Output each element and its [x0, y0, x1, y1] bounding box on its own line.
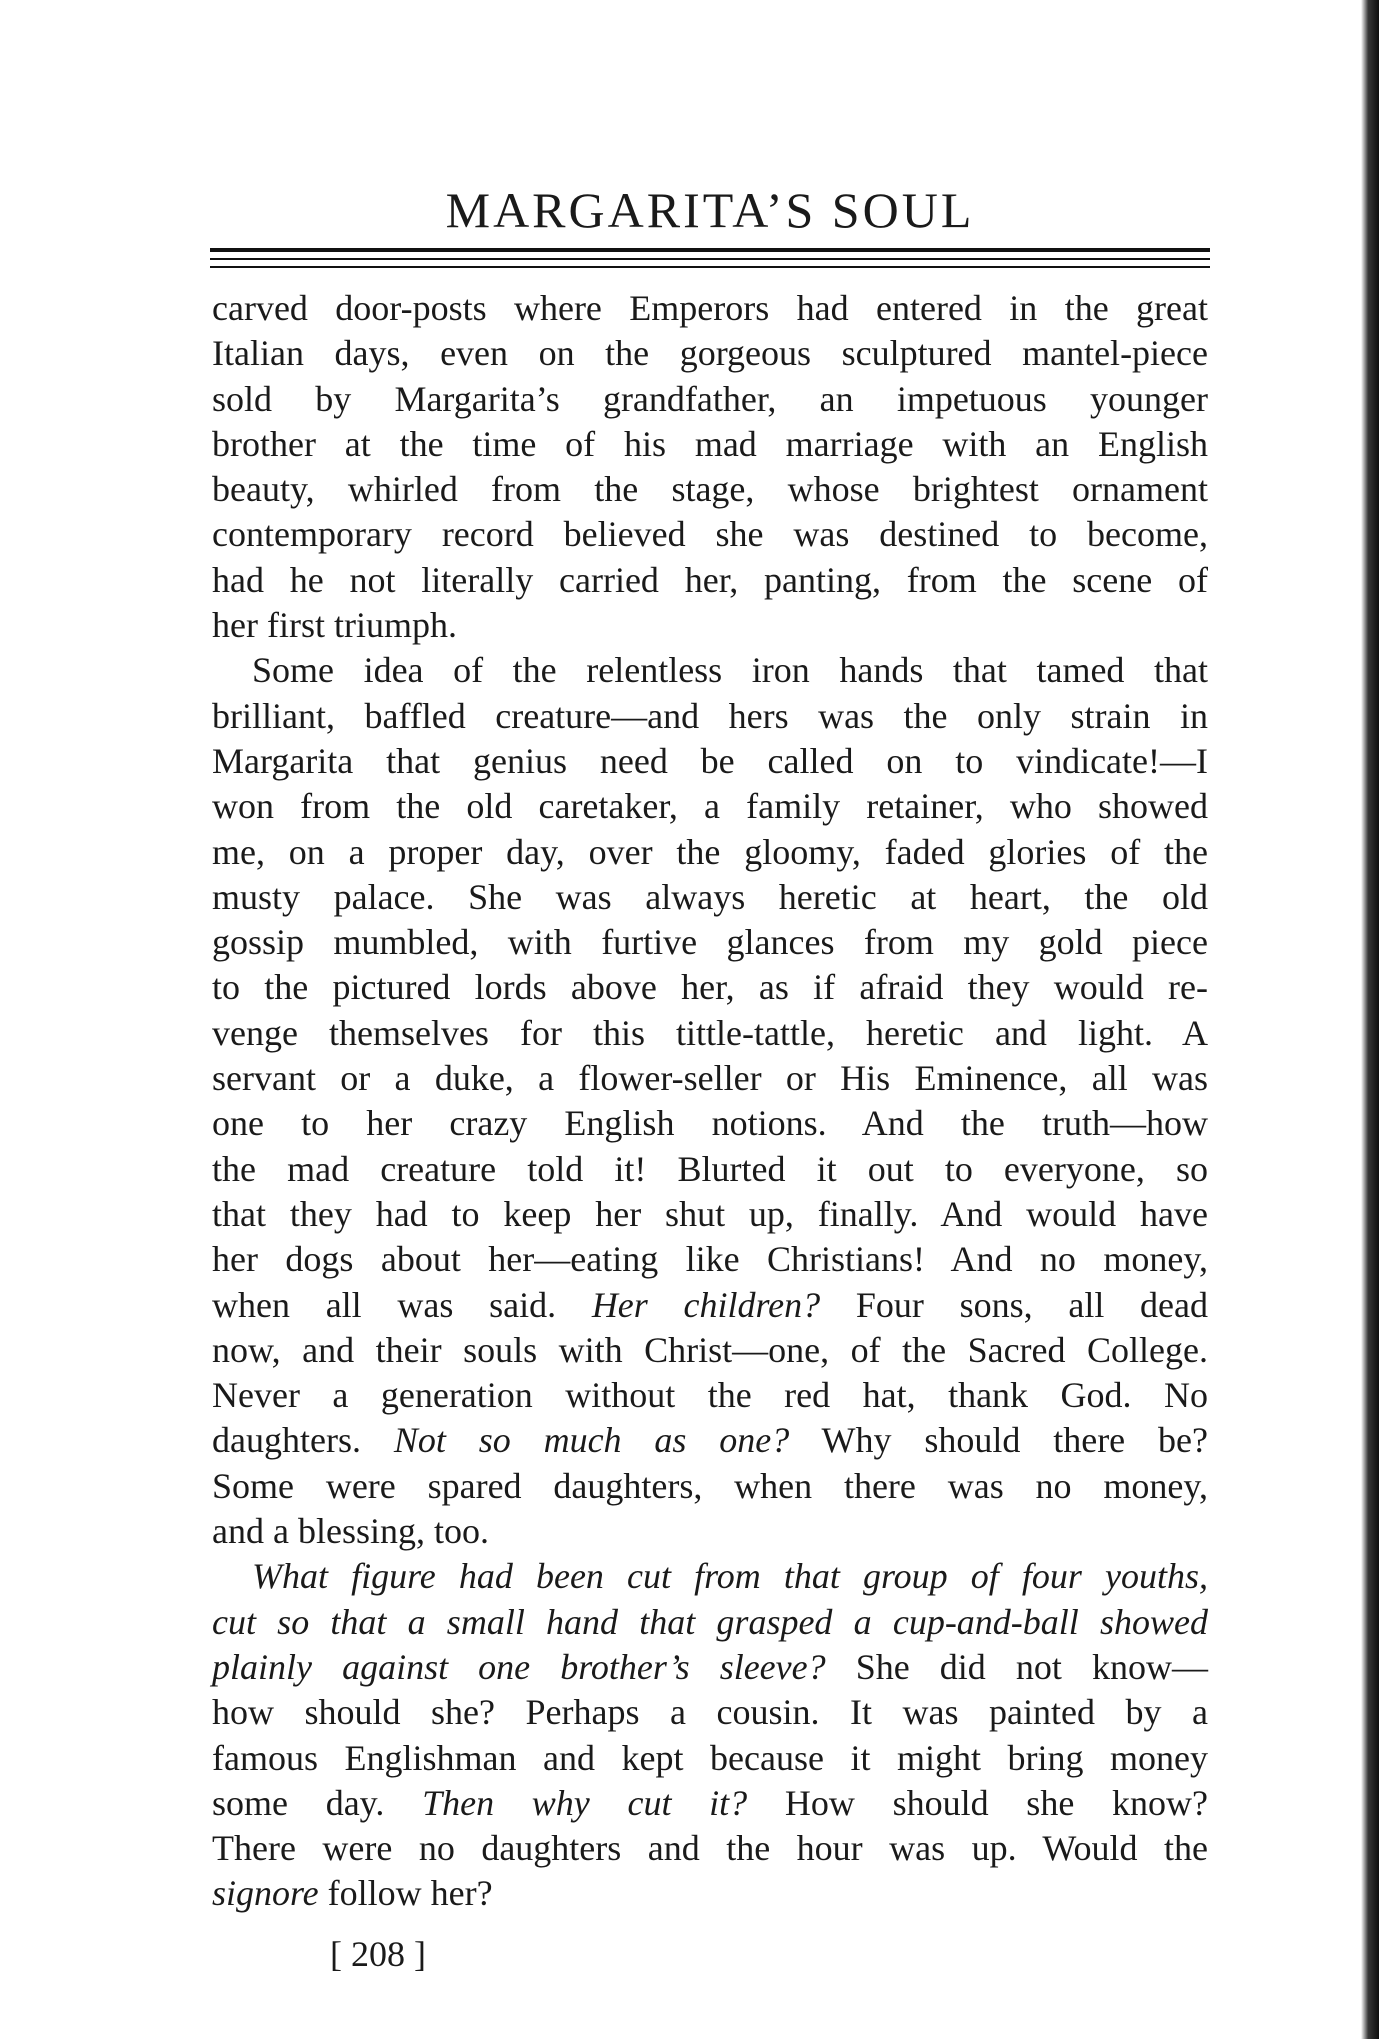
text-line: Margarita that genius need be called on to vindicate!—I — [212, 740, 1208, 781]
text-line: Some were spared daughters, when there was no money, — [212, 1465, 1208, 1506]
text-line: one to her crazy English notions. And the truth—how — [212, 1103, 1208, 1144]
text-line: beauty, whirled from the stage, whose brightest ornament — [212, 469, 1208, 510]
header-rule-thin — [210, 258, 1210, 260]
text-line: What figure had been cut from that group of four youths, — [252, 1556, 1208, 1597]
body-text — [212, 286, 1208, 1917]
text-line: Never a generation without the red hat, thank God. No — [212, 1375, 1208, 1416]
italic-segment: signore — [212, 1873, 319, 1914]
text-segment: when all was said. — [212, 1284, 557, 1325]
text-segment: How should she know? — [747, 1782, 1208, 1823]
italic-segment: plainly against one brother’s sleeve? — [212, 1646, 826, 1687]
page-number: [ 208 ] — [330, 1934, 426, 1974]
text-segment: daughters. — [212, 1420, 394, 1461]
text-line: had he not literally carried her, panting, from the scene of — [212, 559, 1208, 600]
header-rule-thick — [210, 248, 1210, 252]
text-line: servant or a duke, a flower-seller or His Eminence, all was — [212, 1058, 1208, 1099]
text-line: me, on a proper day, over the gloomy, faded glories of the — [212, 831, 1208, 872]
text-line: now, and their souls with Christ—one, of the Sacred College. — [212, 1329, 1208, 1370]
italic-segment: Her children? — [591, 1284, 821, 1325]
text-line: There were no daughters and the hour was up. Would the — [212, 1828, 1208, 1869]
text-segment: some day. — [212, 1782, 423, 1823]
text-line: and a blessing, too. — [212, 1511, 489, 1552]
text-line — [212, 1645, 1208, 1690]
text-line: famous Englishman and kept because it might bring money — [212, 1737, 1208, 1778]
text-line: sold by Margarita’s grandfather, an impetuous younger — [212, 378, 1208, 419]
text-line: cut so that a small hand that grasped a cup-and-ball showed — [212, 1601, 1208, 1642]
text-line: how should she? Perhaps a cousin. It was painted by a — [212, 1692, 1208, 1733]
italic-segment: Not so much as one? — [393, 1420, 790, 1461]
text-segment: Why should there be? — [789, 1420, 1208, 1461]
text-line: to the pictured lords above her, as if afraid they would re- — [212, 967, 1208, 1008]
text-line: musty palace. She was always heretic at heart, the old — [212, 876, 1208, 917]
text-line: her first triumph. — [212, 605, 457, 646]
italic-segment: Then why cut it? — [422, 1782, 748, 1823]
text-line: gossip mumbled, with furtive glances from my gold piece — [212, 922, 1208, 963]
text-line — [212, 1418, 1208, 1463]
text-line: the mad creature told it! Blurted it out to everyone, so — [212, 1148, 1208, 1189]
text-line: carved door-posts where Emperors had entered in the great — [212, 288, 1208, 328]
text-line: Some idea of the relentless iron hands that tamed that — [252, 650, 1208, 691]
text-segment: follow her? — [318, 1873, 493, 1914]
running-head: MARGARITA’S SOUL — [445, 182, 975, 238]
text-line: contemporary record believed she was destined to become, — [212, 514, 1208, 555]
text-segment: She did not know— — [825, 1646, 1208, 1687]
text-line: brilliant, baffled creature—and hers was the only strain in — [212, 695, 1208, 736]
page-edge-shadow — [1361, 0, 1379, 2039]
header-rule-thin-lower — [210, 266, 1210, 268]
text-line: that they had to keep her shut up, finally. And would have — [212, 1193, 1208, 1234]
text-line — [212, 1871, 1208, 1916]
text-line: brother at the time of his mad marriage with an English — [212, 423, 1208, 464]
text-line: Italian days, even on the gorgeous sculptured mantel-piece — [212, 333, 1208, 374]
text-line: venge themselves for this tittle-tattle, heretic and light. A — [212, 1012, 1208, 1053]
text-segment: Four sons, all dead — [820, 1284, 1208, 1325]
text-line — [212, 1283, 1208, 1328]
text-line: won from the old caretaker, a family retainer, who showed — [212, 786, 1208, 827]
text-line — [212, 1781, 1208, 1826]
text-line: her dogs about her—eating like Christians! And no money, — [212, 1239, 1208, 1280]
